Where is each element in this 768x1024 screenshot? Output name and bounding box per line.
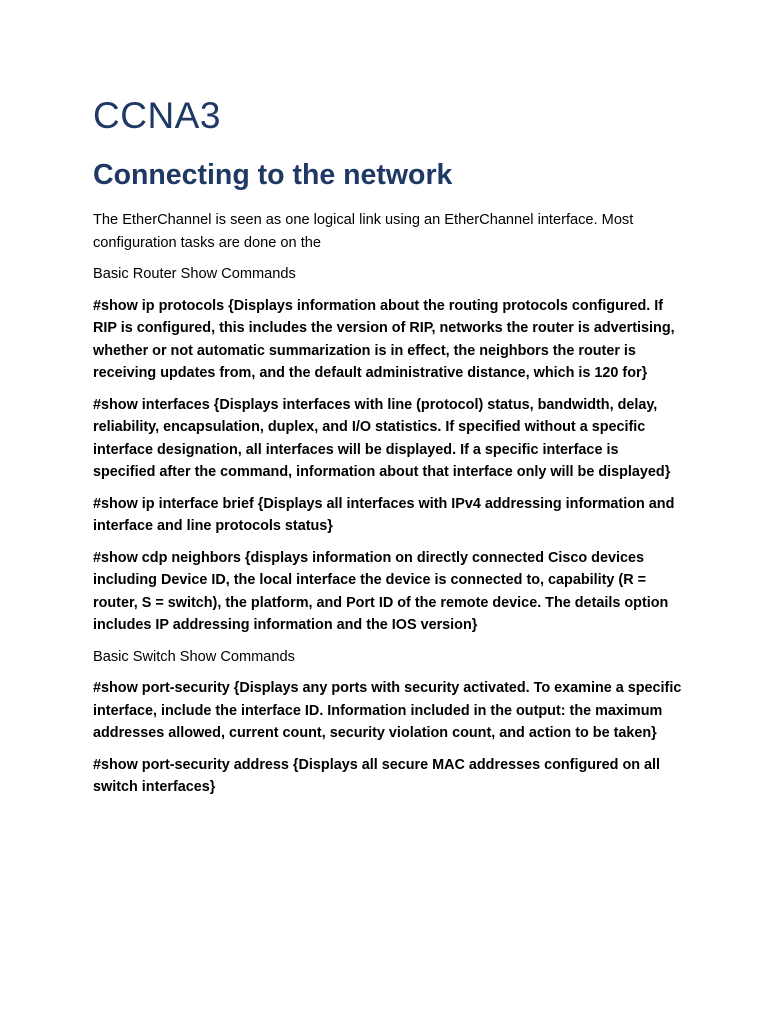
cmd-show-port-security-address: #show port-security address {Displays all secure MAC addresses configured on all switch interfaces}: [93, 756, 661, 795]
switch-section-heading: Basic Switch Show Commands: [93, 648, 295, 665]
cmd-show-cdp-neighbors: #show cdp neighbors {displays information on directly connected Cisco devices including Device ID, the local interface the device is connected to, capability (R = router, S = switch), the platform, and Port ID of the remote device. The details option includes IP addressing information and the IOS version}: [93, 549, 669, 633]
cmd-show-port-security: #show port-security {Displays any ports with security activated. To examine a specific interface, include the interface ID. Information included in the output: the maximum addresses allowed, current count, security violation count, and action to be taken}: [93, 680, 682, 741]
cmd-show-interfaces: #show interfaces {Displays interfaces with line (protocol) status, bandwidth, delay, reliability, encapsulation, duplex, and I/O statistics. If specified without a specific interface designation, all interfaces will be displayed. If a specific interface is specified after the command, information about that interface only will be displayed}: [93, 396, 671, 480]
cmd-show-ip-interface-brief: #show ip interface brief {Displays all interfaces with IPv4 addressing information and interface and line protocols status}: [93, 495, 675, 534]
document-subtitle: Connecting to the network: [93, 159, 453, 191]
document-title: CCNA3: [93, 95, 221, 136]
cmd-show-ip-protocols: #show ip protocols {Displays information about the routing protocols configured. If RIP is configured, this includes the version of RIP, networks the router is advertising, whether or not automatic summarization is in effect, the neighbors the router is receiving updates from, and the default administrative distance, which is 120 for}: [93, 297, 675, 381]
intro-paragraph: The EtherChannel is seen as one logical link using an EtherChannel interface. Most configuration tasks are done on the: [93, 212, 634, 251]
document-body: [93, 209, 683, 808]
router-section-heading: Basic Router Show Commands: [93, 266, 296, 282]
